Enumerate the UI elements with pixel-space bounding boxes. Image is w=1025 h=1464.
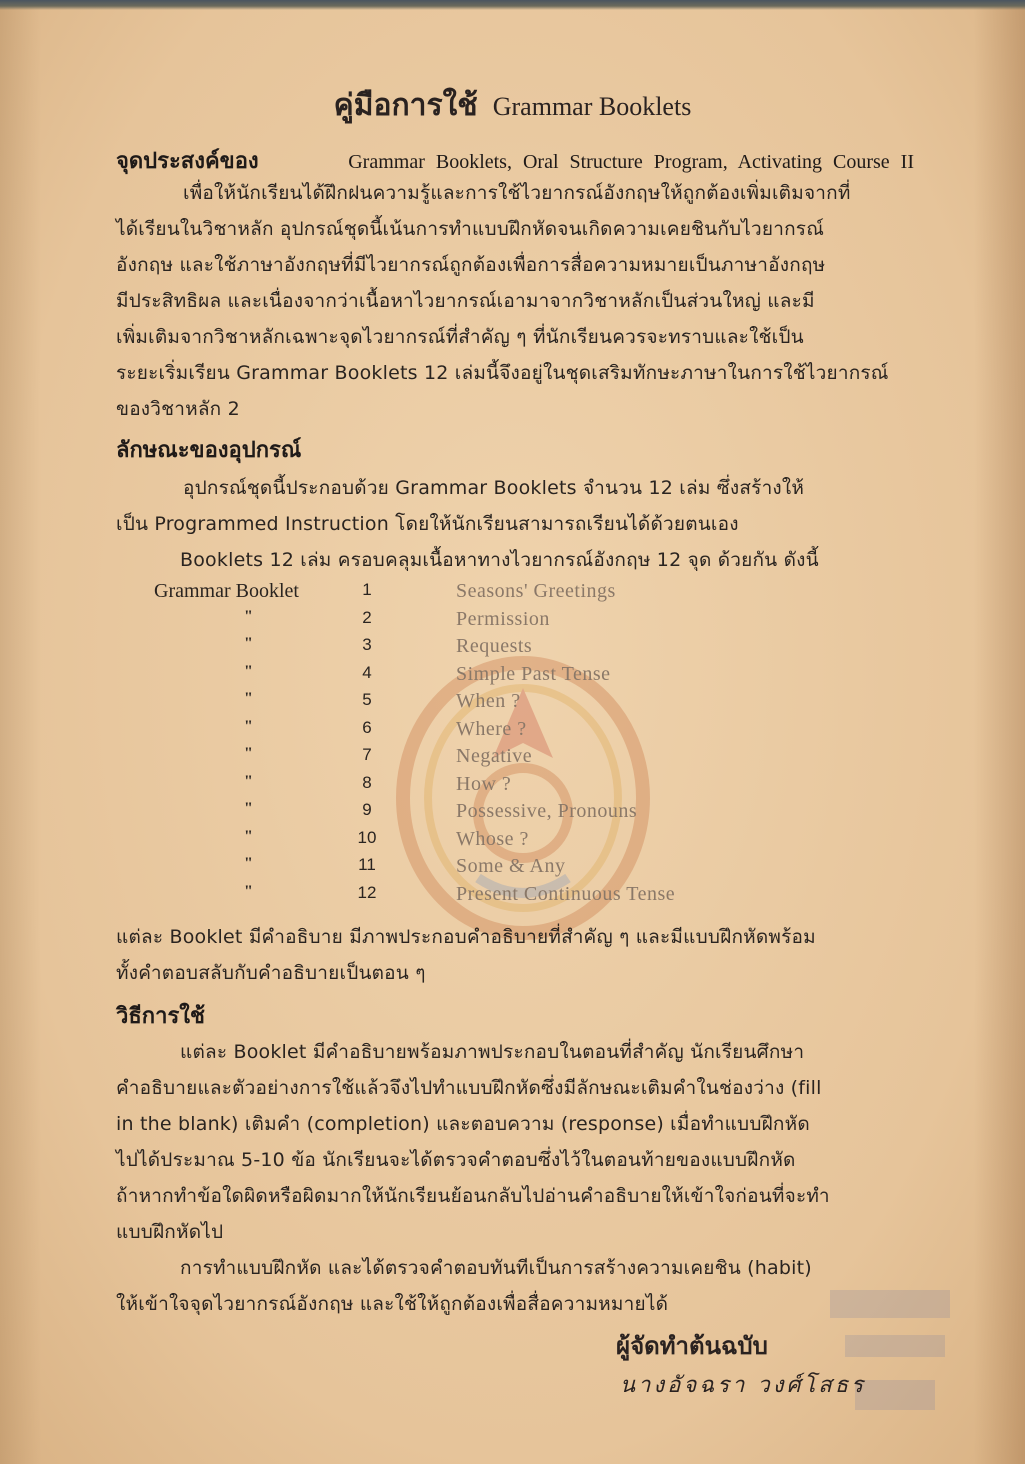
paragraph-line: เพื่อให้นักเรียนได้ฝึกฝนความรู้และการใช้ไวยากรณ์อังกฤษให้ถูกต้องเพิ่มเติมจากที่ xyxy=(183,182,851,204)
ditto-mark: " xyxy=(244,772,253,790)
ditto-mark: " xyxy=(244,827,253,845)
paragraph-line: อุปกรณ์ชุดนี้ประกอบด้วย Grammar Booklets จำนวน 12 เล่ม ซึ่งสร้างให้ xyxy=(183,477,805,499)
booklet-row xyxy=(0,773,1025,799)
booklet-row xyxy=(0,800,1025,826)
paragraph-line: ไปได้ประมาณ 5-10 ข้อ นักเรียนจะได้ตรวจคำตอบซึ่งไว้ในตอนท้ายของแบบฝึกหัด xyxy=(116,1149,796,1171)
booklet-topic: Some & Any xyxy=(456,855,566,877)
paragraph-line: มีประสิทธิผล และเนื่องจากว่าเนื้อหาไวยากรณ์เอามาจากวิชาหลักเป็นส่วนใหญ่ และมี xyxy=(116,290,815,312)
booklet-topic: Present Continuous Tense xyxy=(456,882,676,905)
booklet-number: 9 xyxy=(362,800,372,819)
paragraph-line: อังกฤษ และใช้ภาษาอังกฤษที่มีไวยากรณ์ถูกต้องเพื่อการสื่อความหมายเป็นภาษาอังกฤษ xyxy=(116,254,826,276)
section-purpose-heading-thai: จุดประสงค์ของ xyxy=(116,149,259,174)
paragraph-line: ให้เข้าใจจุดไวยากรณ์อังกฤษ และใช้ให้ถูกต้องเพื่อสื่อความหมายได้ xyxy=(116,1293,669,1315)
section-purpose-heading-english: Grammar Booklets, Oral Structure Program, Activating Course II xyxy=(348,151,914,173)
signature-name: นางอัจฉรา วงศ์โสธร xyxy=(620,1373,866,1398)
booklet-row xyxy=(0,608,1025,634)
booklet-number: 3 xyxy=(362,635,372,654)
paragraph-line: ได้เรียนในวิชาหลัก อุปกรณ์ชุดนี้เน้นการทำแบบฝึกหัดจนเกิดความเคยชินกับไวยากรณ์ xyxy=(116,218,825,240)
booklet-number: 10 xyxy=(357,827,377,847)
ditto-mark: " xyxy=(244,855,253,872)
ditto-mark: " xyxy=(244,800,253,817)
ditto-mark: " xyxy=(244,690,253,707)
booklet-number: 5 xyxy=(362,690,372,709)
booklet-label: Grammar Booklet xyxy=(154,580,299,602)
booklet-row xyxy=(0,883,1025,909)
paragraph-line: ทั้งคำตอบสลับกับคำอธิบายเป็นตอน ๆ xyxy=(116,962,426,984)
page-edge xyxy=(0,0,1025,10)
booklet-number: 8 xyxy=(362,772,372,792)
booklet-topic: When ? xyxy=(456,690,521,712)
booklet-topic: Possessive, Pronouns xyxy=(456,800,638,822)
booklet-topic: Negative xyxy=(456,745,533,767)
page-title xyxy=(0,82,1025,129)
paragraph-line: เป็น Programmed Instruction โดยให้นักเรียนสามารถเรียนได้ด้วยตนเอง xyxy=(116,513,739,535)
booklet-row xyxy=(0,580,1025,606)
booklet-row xyxy=(0,828,1025,854)
signature-role: ผู้จัดทำต้นฉบับ xyxy=(616,1332,768,1360)
booklet-number: 6 xyxy=(362,717,372,737)
paragraph-line: คำอธิบายและตัวอย่างการใช้แล้วจึงไปทำแบบฝึกหัดซึ่งมีลักษณะเติมคำในช่องว่าง (fill xyxy=(116,1077,822,1099)
booklet-topic: Permission xyxy=(456,607,550,630)
booklet-number: 7 xyxy=(362,745,372,764)
booklet-number: 12 xyxy=(357,882,377,902)
booklet-topic: Where ? xyxy=(456,717,527,740)
ditto-mark: " xyxy=(244,745,253,762)
paragraph-line: แบบฝึกหัดไป xyxy=(116,1221,224,1243)
ditto-mark: " xyxy=(244,607,253,625)
booklet-row xyxy=(0,855,1025,881)
paragraph-line: ระยะเริ่มเรียน Grammar Booklets 12 เล่มนี้จึงอยู่ในชุดเสริมทักษะภาษาในการใช้ไวยากรณ์ xyxy=(116,362,889,384)
booklet-topic: Whose ? xyxy=(456,827,529,850)
section-usage-heading: วิธีการใช้ xyxy=(116,1004,205,1029)
paragraph-line: แต่ละ Booklet มีคำอธิบายพร้อมภาพประกอบในตอนที่สำคัญ นักเรียนศึกษา xyxy=(180,1041,805,1063)
ditto-mark: " xyxy=(244,717,253,735)
ink-stamp-icon xyxy=(825,1285,955,1425)
booklet-topic: How ? xyxy=(456,772,512,795)
booklet-row xyxy=(0,635,1025,661)
ditto-mark: " xyxy=(244,662,253,680)
booklet-topic: Seasons' Greetings xyxy=(456,580,616,602)
section-features-heading: ลักษณะของอุปกรณ์ xyxy=(116,438,302,463)
booklet-number: 1 xyxy=(362,580,372,599)
paragraph-line: ถ้าหากทำข้อใดผิดหรือผิดมากให้นักเรียนย้อนกลับไปอ่านคำอธิบายให้เข้าใจก่อนที่จะทำ xyxy=(116,1185,830,1207)
ditto-mark: " xyxy=(244,635,253,652)
booklet-row xyxy=(0,718,1025,744)
booklet-number: 2 xyxy=(362,607,372,627)
booklet-number: 4 xyxy=(362,662,372,682)
paragraph-line: เพิ่มเติมจากวิชาหลักเฉพาะจุดไวยากรณ์ที่สำคัญ ๆ ที่นักเรียนควรจะทราบและใช้เป็น xyxy=(116,326,804,348)
section-purpose-heading xyxy=(116,143,914,178)
paragraph-line: การทำแบบฝึกหัด และได้ตรวจคำตอบทันทีเป็นการสร้างความเคยชิน (habit) xyxy=(180,1257,812,1279)
booklet-topic: Simple Past Tense xyxy=(456,662,611,685)
booklet-topic: Requests xyxy=(456,635,533,657)
booklet-number: 11 xyxy=(358,855,376,874)
title-english: Grammar Booklets xyxy=(492,92,692,121)
paragraph-line: Booklets 12 เล่ม ครอบคลุมเนื้อหาทางไวยากรณ์อังกฤษ 12 จุด ด้วยกัน ดังนี้ xyxy=(180,549,819,571)
paragraph-line: ของวิชาหลัก 2 xyxy=(116,398,240,420)
ditto-mark: " xyxy=(244,882,253,900)
paragraph-line: in the blank) เติมคำ (completion) และตอบความ (response) เมื่อทำแบบฝึกหัด xyxy=(116,1113,810,1135)
paragraph-line: แต่ละ Booklet มีคำอธิบาย มีภาพประกอบคำอธิบายที่สำคัญ ๆ และมีแบบฝึกหัดพร้อม xyxy=(116,926,816,948)
booklet-row xyxy=(0,745,1025,771)
title-thai: คู่มือการใช้ xyxy=(333,88,478,123)
booklet-row xyxy=(0,690,1025,716)
booklet-row xyxy=(0,663,1025,689)
